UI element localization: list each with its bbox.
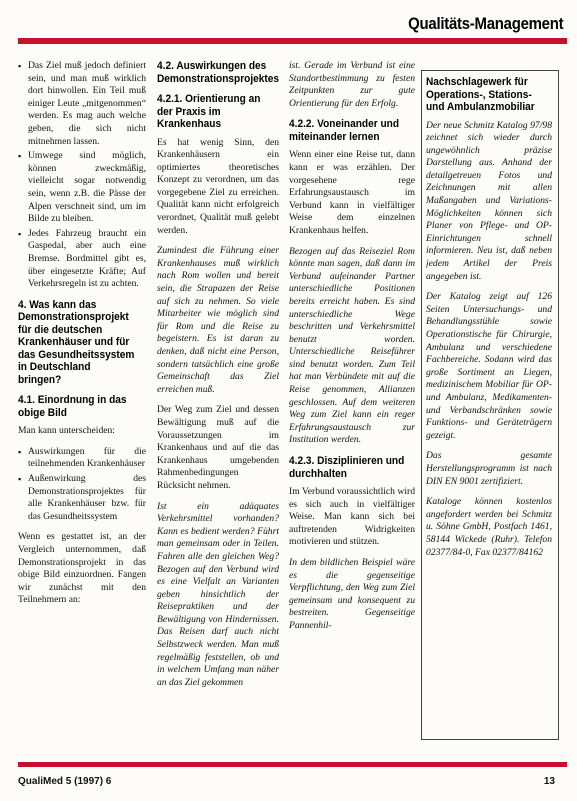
paragraph: Man kann unterscheiden: <box>18 425 115 437</box>
heading-4-1: 4.1. Einordnung in das obige Bild <box>18 394 127 419</box>
paragraph: Wenn einer eine Reise tut, dann kann er was erzählen. Der vorgesehene rege Erfahrungsaustausch im Verbund kann in vielfältiger Weise dem einzelnen Krankenhaus helfen. <box>289 149 415 236</box>
bullet-item: ▪ Auswirkungen für die teilnehmenden Krankenhäuser <box>18 446 146 471</box>
paragraph-italic: Der neue Schmitz Katalog 97/98 zeichnet sich wieder durch ungewöhnlich präzise Darstellung aus. Anhand der detailgetreuen Fotos und Zeichnungen mit allen Maßangaben und Variations-Möglichkeiten können sich Planer von Pflege- und OP-Einrichtungen schnell informieren. Neu ist, daß neben jedem Artikel der Preis angegeben ist. <box>426 119 552 282</box>
bullet-item: ▪ Umwege sind möglich, können zweckmäßig, vielleicht sogar notwendig sein, wenn z.B. die Pässe der Alpen verschneit sind, um im Bilde zu bleiben. <box>18 150 146 226</box>
column-4-sidebar <box>426 76 552 567</box>
column-3 <box>289 60 415 641</box>
column-1 <box>18 60 146 615</box>
footer-publication: QualiMed 5 (1997) 6 <box>18 776 112 787</box>
paragraph: Es hat wenig Sinn, den Krankenhäusern ein optimiertes theoretisches Konzept zu verordnen, um das vorgegebene Ziel zu erreichen. Qualität kann nicht erfolgreich verordnet, Qualität muß gelebt werden. <box>157 136 279 236</box>
bullet-item: ▪ Das Ziel muß jedoch definiert sein, und man muß wirklich dort hinwollen. Ein Teil muß einiger Leute „mitgenommen“ werden. Es mag auch welche geben, die sich nicht mitnehmen lassen. <box>18 60 146 148</box>
paragraph-italic: Bezogen auf das Reiseziel Rom könnte man sagen, daß dann im Verbund aufeinander Partner unterschiedliche Positionen bereits erreicht haben. Es sind unterschiedliche Wege beschritten und Verkehrsmittel benutzt worden. Unterschiedliche Reiseführer sind benutzt worden. Zum Teil hat man Verbündete mit auf die Reise genommen, Allianzen geschlossen. Auf dem weiteren Weg zum Ziel kann ein reger Erfahrungsaustausch zur Institution werden. <box>289 245 415 446</box>
section-title: Qualitäts-Management <box>407 14 563 33</box>
bullet-list <box>18 446 146 524</box>
heading-4-2: 4.2. Auswirkungen des Demonstrationsprojektes <box>157 60 279 85</box>
header-rule <box>18 38 567 44</box>
heading-4-2-1: 4.2.1. Orientierung an der Praxis im Krankenhaus <box>157 93 261 130</box>
bullet-list <box>18 60 146 291</box>
heading-4-2-3: 4.2.3. Disziplinieren und durchhalten <box>289 455 405 480</box>
paragraph-italic: Zumindest die Führung einer Krankenhauses muß wirklich nach Rom wollen und bereit sein, die Strapazen der Reise auf sich zu nehmen. So viele Mitarbeiter wie möglich sind für Rom und die Reise zu begeistern. Es ist daran zu denken, daß nicht eine Person, sondern tatsächlich eine große Gemeinschaft das Ziel erreichen muß. <box>157 245 279 395</box>
paragraph: Im Verbund voraussichtlich wird es sich auch in vielfältiger Weise. Man kann sich bei auftretenden Widrigkeiten motivieren und stützen. <box>289 486 415 548</box>
paragraph-italic: Ist ein adäquates Verkehrsmittel vorhanden? Kann es bedient werden? Führt man gemeinsam oder in Teilen. Fahren alle den gleichen Weg? Bezogen auf den Verbund wird es eine Vielfalt an Varianten geben hinsichtlich der Reisepraktiken und der Bewältigung von Hindernissen. Das Reisen darf auch nicht Selbstzweck werden. Man muß regelmäßig feststellen, ob und in welchem Umfang man näher an das Ziel gekommen <box>157 500 279 688</box>
paragraph-italic: In dem bildlichen Beispiel wäre es die gegenseitige Verpflichtung, den Weg zum Ziel gemeinsam und konsequent zu bestreiten. Gegenseitige Pannenhil- <box>289 557 415 631</box>
heading-4-2-2: 4.2.2. Voneinander und miteinander lernen <box>289 118 400 143</box>
paragraph-italic: ist. Gerade im Verbund ist eine Standortbestimmung zu festen Zeitpunkten zur gute Orientierung für den Erfolg. <box>289 60 415 109</box>
footer-rule <box>18 762 567 767</box>
bullet-item: ▪ Außenwirkung des Demonstrationsprojektes für alle Krankenhäuser bzw. für das Gesundheitssystem <box>18 473 146 523</box>
paragraph: Der Weg zum Ziel und dessen Bewältigung muß auf die Voraussetzungen im Krankenhaus und auf die das Krankenhaus umgebenden Rahmenbedingungen Rücksicht nehmen. <box>157 404 279 491</box>
paragraph-italic: Kataloge können kostenlos angefordert werden bei Schmitz u. Söhne GmbH, Postfach 1461, 58144 Wickede (Ruhr). Telefon 02377/84-0, Fax 02377/84162 <box>426 496 552 558</box>
bullet-item: ▪ Jedes Fahrzeug braucht ein Gaspedal, aber auch eine Bremse. Bordmittel gibt es, über eingesetzte Kräfte; Auf Verkehrsregeln ist zu achten. <box>18 228 146 291</box>
sidebar-title: Nachschlagewerk für Operations-, Stations- und Ambulanzmobiliar <box>426 76 535 113</box>
page-number: 13 <box>543 776 555 787</box>
paragraph: Wenn es gestattet ist, an der Vergleich unternommen, daß Demonstrationsprojekt in das obige Bild einzuordnen. Fangen wir zunächst mit den Teilnehmern an: <box>18 531 146 606</box>
paragraph-italic: Das gesamte Herstellungsprogramm ist nach DIN EN 9001 zertifiziert. <box>426 450 552 487</box>
paragraph-italic: Der Katalog zeigt auf 126 Seiten Untersuchungs- und Behandlungsstühle sowie Operationstische für Chirurgie, Ambulanz und verschiedene Fachbereiche. Sodann wird das große Sortiment an Liegen, medizinischem Mobiliar für OP- und Ambulanz, Medikamenten- und Verbandschränken sowie Funktions- und Geräteträgern gezeigt. <box>426 291 552 441</box>
heading-4: 4. Was kann das Demonstrationsprojekt für die deutschen Krankenhäuser und für das Gesundheitssystem in Deutschland bringen? <box>18 298 135 386</box>
column-2 <box>157 60 279 697</box>
